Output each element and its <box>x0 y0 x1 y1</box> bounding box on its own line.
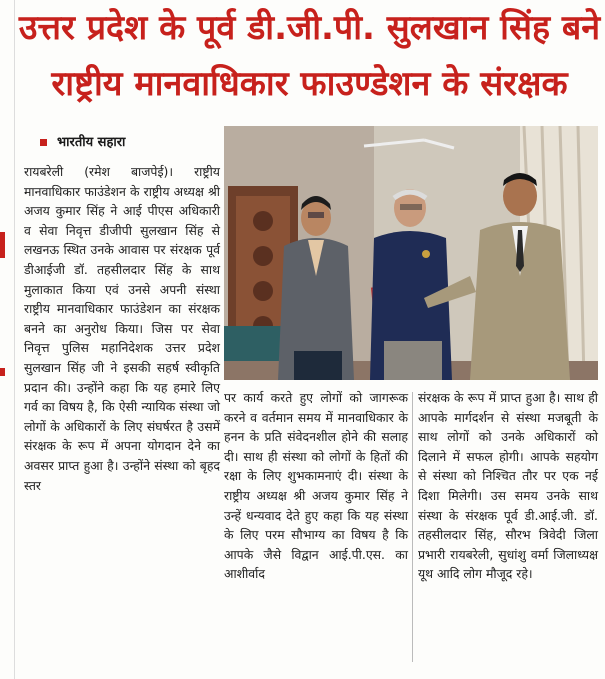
news-photo <box>224 126 598 380</box>
red-mark <box>0 368 5 376</box>
source-name: भारतीय सहारा <box>57 135 126 150</box>
square-bullet-icon <box>40 139 47 146</box>
red-mark <box>0 232 5 258</box>
column-right-text: संरक्षक के रूप में प्राप्त हुआ है। साथ ही आपके मार्गदर्शन से संस्था मजबूती के साथ लोगों को उनके अधिकारों को दिलाने में सफल होगी। आपके सहयोग से संस्था को निश्चित तौर पर एक नई दिशा मिलेगी। उस समय उनके साथ संस्था के संरक्षक पूर्व डी.आई.जी. डॉ. तहसीलदार सिंह, सौरभ त्रिवेदी जिला प्रभारी रायबरेली, सुधांशु वर्मा जिलाध्यक्ष यूथ आदि लोग मौजूद रहे। <box>418 390 598 582</box>
article-column-right <box>418 388 598 584</box>
column-middle-text: पर कार्य करते हुए लोगों को जागरूक करने व वर्तमान समय में मानवाधिकार के हनन के प्रति संवेदनशील होने की सलाह दी। साथ ही संस्था को लोगों के हितों की रक्षा के लिए शुभकामनाएं दी। संस्था के राष्ट्रीय अध्यक्ष श्री अजय कुमार सिंह ने उन्हें धन्यवाद देते हुए कहा कि यह संस्था के लिए परम सौभाग्य का विषय है कि आपके जैसे विद्वान आई.पी.एस. का आशीर्वाद <box>224 390 408 582</box>
headline-line-2: राष्ट्रीय मानवाधिकार फाउण्डेशन के संरक्षक <box>51 64 568 104</box>
photo-illustration <box>224 126 598 380</box>
article-column-left <box>24 162 220 495</box>
source-byline <box>40 132 125 150</box>
column-divider <box>412 392 413 662</box>
column-left-text: रायबरेली (रमेश बाजपेई)। राष्ट्रीय मानवाधिकार फाउंडेशन के राष्ट्रीय अध्यक्ष श्री अजय कुमार सिंह ने आई पीएस अधिकारी व सेवा निवृत्त डीजीपी सुलखान सिंह से लखनऊ स्थित उनके आवास पर संरक्षक पूर्व डीआईजी डॉ. तहसीलदार सिंह के साथ मुलाकात किया एवं उनसे अपनी संस्था राष्ट्रीय मानवाधिकार फाउंडेशन का संरक्षक बनने का अनुरोध किया। जिस पर सेवा निवृत्त पुलिस महानिदेशक उत्तर प्रदेश सुलखान सिंह जी ने इसकी सहर्ष स्वीकृति प्रदान की। उन्होंने कहा कि यह हमारे लिए गर्व का विषय है, कि ऐसी न्यायिक संस्था जो लोगों के अधिकारों के लिए संघर्षरत है उसमें संरक्षक के रूप में अपना योगदान देने का अवसर प्राप्त हुआ है। उन्होंने संस्था को बृहद स्तर <box>24 164 220 493</box>
article-column-middle <box>224 388 408 584</box>
adjacent-column-fragment <box>0 0 15 679</box>
headline-line-1: उत्तर प्रदेश के पूर्व डी.जी.पी. सुलखान सिंह बने <box>18 8 601 48</box>
